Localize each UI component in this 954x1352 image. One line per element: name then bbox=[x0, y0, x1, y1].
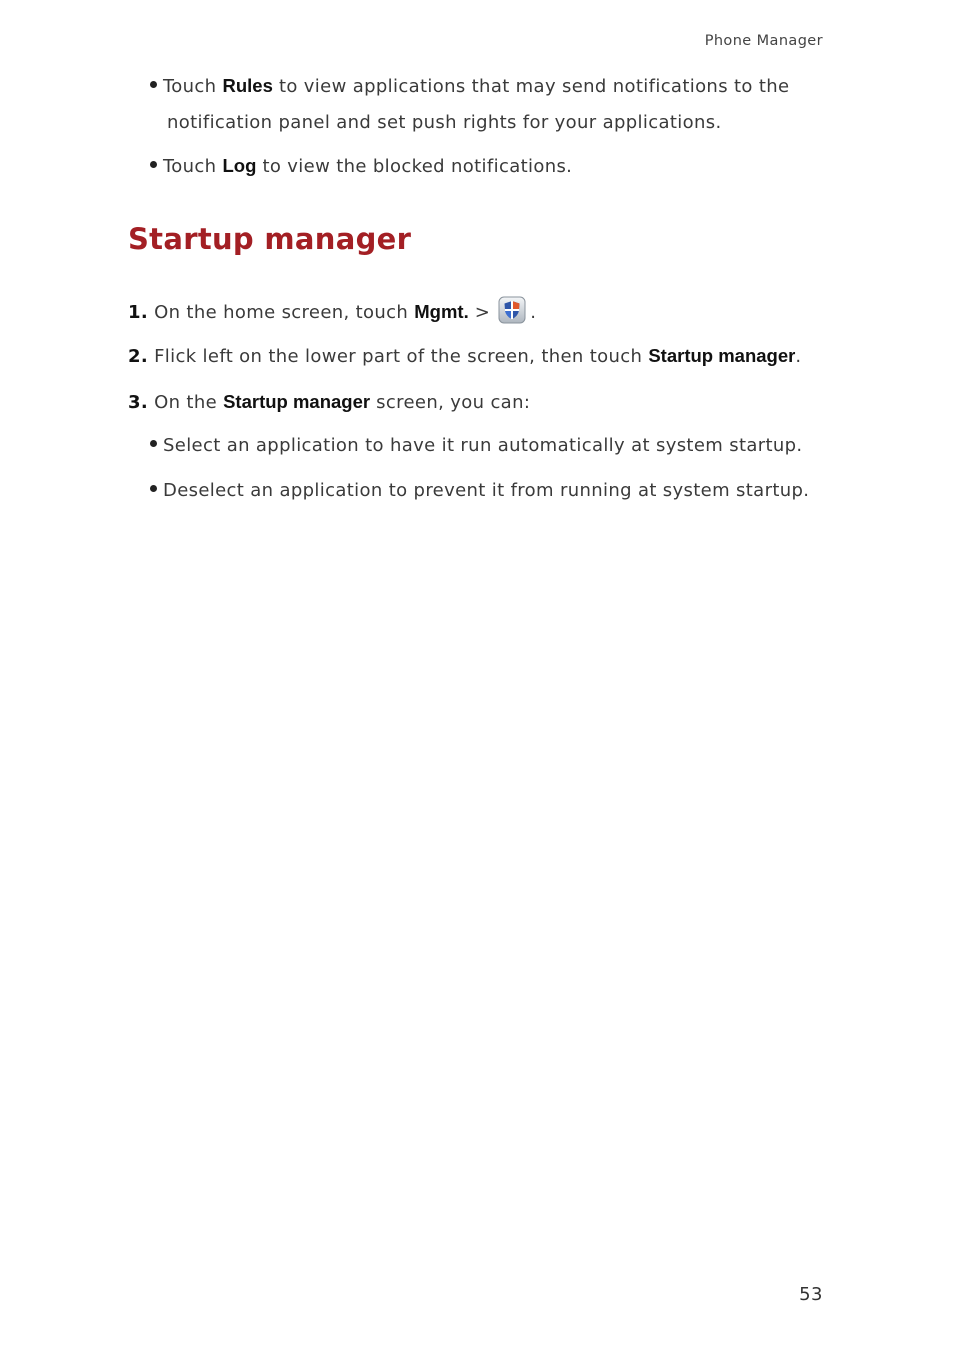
step-3 bbox=[128, 391, 530, 413]
step-suffix: screen, you can: bbox=[370, 392, 531, 413]
sub-bullet-text: Deselect an application to prevent it from running at system startup. bbox=[163, 480, 810, 501]
bullet-continuation: notification panel and set push rights for your applications. bbox=[167, 112, 722, 133]
bullet-suffix: to view applications that may send notifications to the bbox=[272, 76, 790, 97]
sub-bullet-text: Select an application to have it run automatically at system startup. bbox=[163, 435, 803, 456]
bullet-prefix: Touch bbox=[163, 156, 223, 177]
bullet-dot bbox=[150, 81, 157, 88]
phone-manager-shield-icon bbox=[498, 296, 526, 324]
bullet-dot bbox=[150, 440, 157, 447]
bullet-dot bbox=[150, 485, 157, 492]
sub-bullet-select bbox=[150, 435, 803, 456]
step-1 bbox=[128, 299, 536, 327]
step-suffix: . bbox=[795, 346, 802, 367]
step-bold-term: Startup manager bbox=[648, 345, 796, 366]
bullet-dot bbox=[150, 161, 157, 168]
running-header: Phone Manager bbox=[704, 33, 823, 49]
step-bold-term: Startup manager bbox=[223, 391, 371, 412]
step-number: 2. bbox=[128, 346, 149, 367]
bullet-bold-term: Rules bbox=[222, 75, 273, 96]
page-number: 53 bbox=[799, 1284, 823, 1305]
section-title: Startup manager bbox=[128, 222, 412, 256]
bullet-item-rules bbox=[150, 75, 789, 97]
step-trailing: . bbox=[530, 302, 537, 323]
bullet-item-log bbox=[150, 155, 572, 177]
bullet-suffix: to view the blocked notifications. bbox=[256, 156, 573, 177]
step-number: 3. bbox=[128, 392, 149, 413]
step-prefix: On the home screen, touch bbox=[154, 302, 415, 323]
bullet-bold-term: Log bbox=[222, 155, 257, 176]
bullet-prefix: Touch bbox=[163, 76, 223, 97]
step-prefix: On the bbox=[154, 392, 224, 413]
step-number: 1. bbox=[128, 302, 149, 323]
step-prefix: Flick left on the lower part of the screen, then touch bbox=[154, 346, 649, 367]
step-suffix: > bbox=[468, 302, 491, 323]
sub-bullet-deselect bbox=[150, 480, 809, 501]
step-bold-term: Mgmt. bbox=[414, 301, 469, 322]
step-2 bbox=[128, 345, 801, 367]
